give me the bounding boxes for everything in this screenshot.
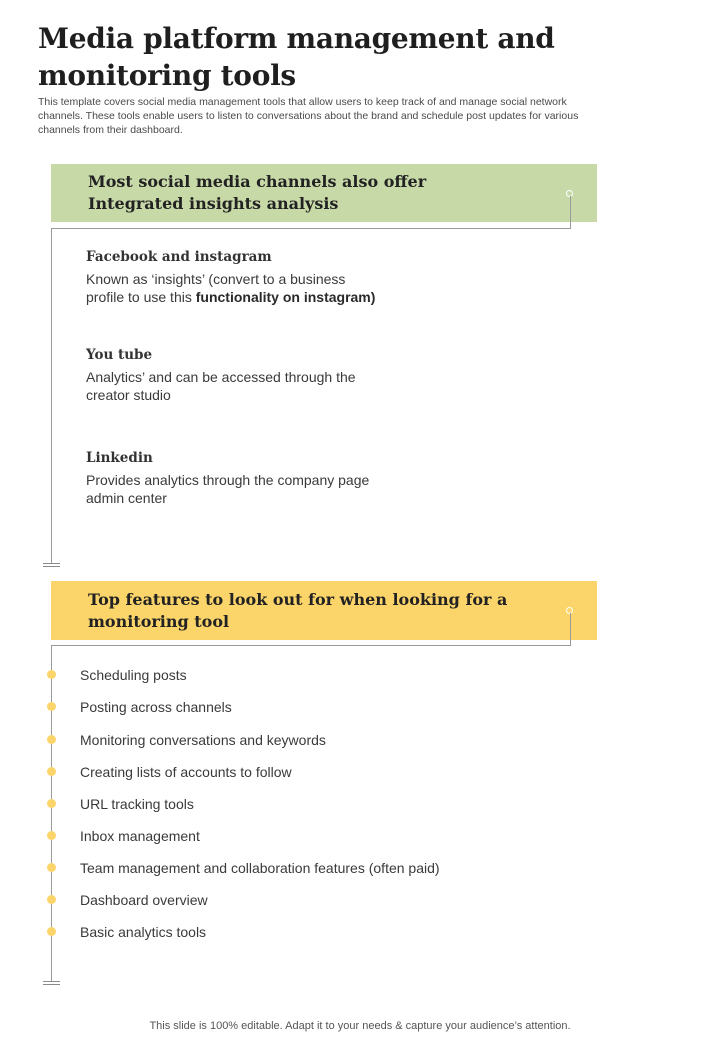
- platform-name: Facebook and instagram: [86, 249, 272, 265]
- connector-line: [570, 613, 571, 645]
- timeline-end-mark: [43, 981, 60, 982]
- platform-youtube: [86, 346, 386, 404]
- bullet-dot-icon: [47, 927, 56, 936]
- feature-label: Team management and collaboration features (often paid): [80, 860, 440, 876]
- features-banner: [51, 581, 597, 640]
- timeline-end-mark: [43, 566, 60, 567]
- platform-description: Analytics’ and can be accessed through the creator studio: [86, 369, 356, 403]
- bullet-dot-icon: [47, 895, 56, 904]
- bullet-dot-icon: [47, 799, 56, 808]
- connector-line: [570, 196, 571, 228]
- insights-heading: Most social media channels also offer Integrated insights analysis: [88, 172, 427, 213]
- features-heading: Top features to look out for when looking for a monitoring tool: [88, 589, 508, 631]
- page-title: Media platform management and monitoring tools: [38, 22, 555, 92]
- platform-description-bold: functionality on instagram): [195, 289, 376, 305]
- platform-linkedin: [86, 449, 386, 507]
- bullet-dot-icon: [47, 702, 56, 711]
- platform-description: Known as ‘insights’ (convert to a business profile to use this functionality on instagram): [86, 271, 376, 305]
- bullet-dot-icon: [47, 767, 56, 776]
- bullet-dot-icon: [47, 670, 56, 679]
- feature-label: Creating lists of accounts to follow: [80, 764, 292, 780]
- insights-banner: [51, 164, 597, 222]
- bullet-dot-icon: [47, 863, 56, 872]
- platform-facebook-instagram: [86, 248, 386, 306]
- connector-line: [51, 228, 571, 229]
- platform-description: Provides analytics through the company page admin center: [86, 472, 370, 506]
- feature-label: Scheduling posts: [80, 667, 187, 683]
- bullet-dot-icon: [47, 735, 56, 744]
- feature-label: Dashboard overview: [80, 892, 208, 908]
- feature-label: Inbox management: [80, 828, 200, 844]
- bullet-dot-icon: [47, 831, 56, 840]
- feature-label: URL tracking tools: [80, 796, 194, 812]
- timeline-line: [51, 228, 52, 563]
- platform-name: You tube: [86, 347, 153, 363]
- connector-line: [51, 645, 571, 646]
- page-subtitle: This template covers social media management tools that allow users to keep track of and manage social network channels. These tools enable users to listen to conversations about the brand and schedule post updates for various channels from their dashboard.: [38, 96, 579, 136]
- footer-note: This slide is 100% editable. Adapt it to your needs & capture your audience’s attention.: [149, 1020, 571, 1032]
- feature-label: Monitoring conversations and keywords: [80, 732, 326, 748]
- feature-label: Posting across channels: [80, 699, 232, 715]
- timeline-end-mark: [43, 984, 60, 985]
- timeline-end-mark: [43, 563, 60, 564]
- feature-label: Basic analytics tools: [80, 924, 207, 940]
- platform-name: Linkedin: [86, 450, 153, 466]
